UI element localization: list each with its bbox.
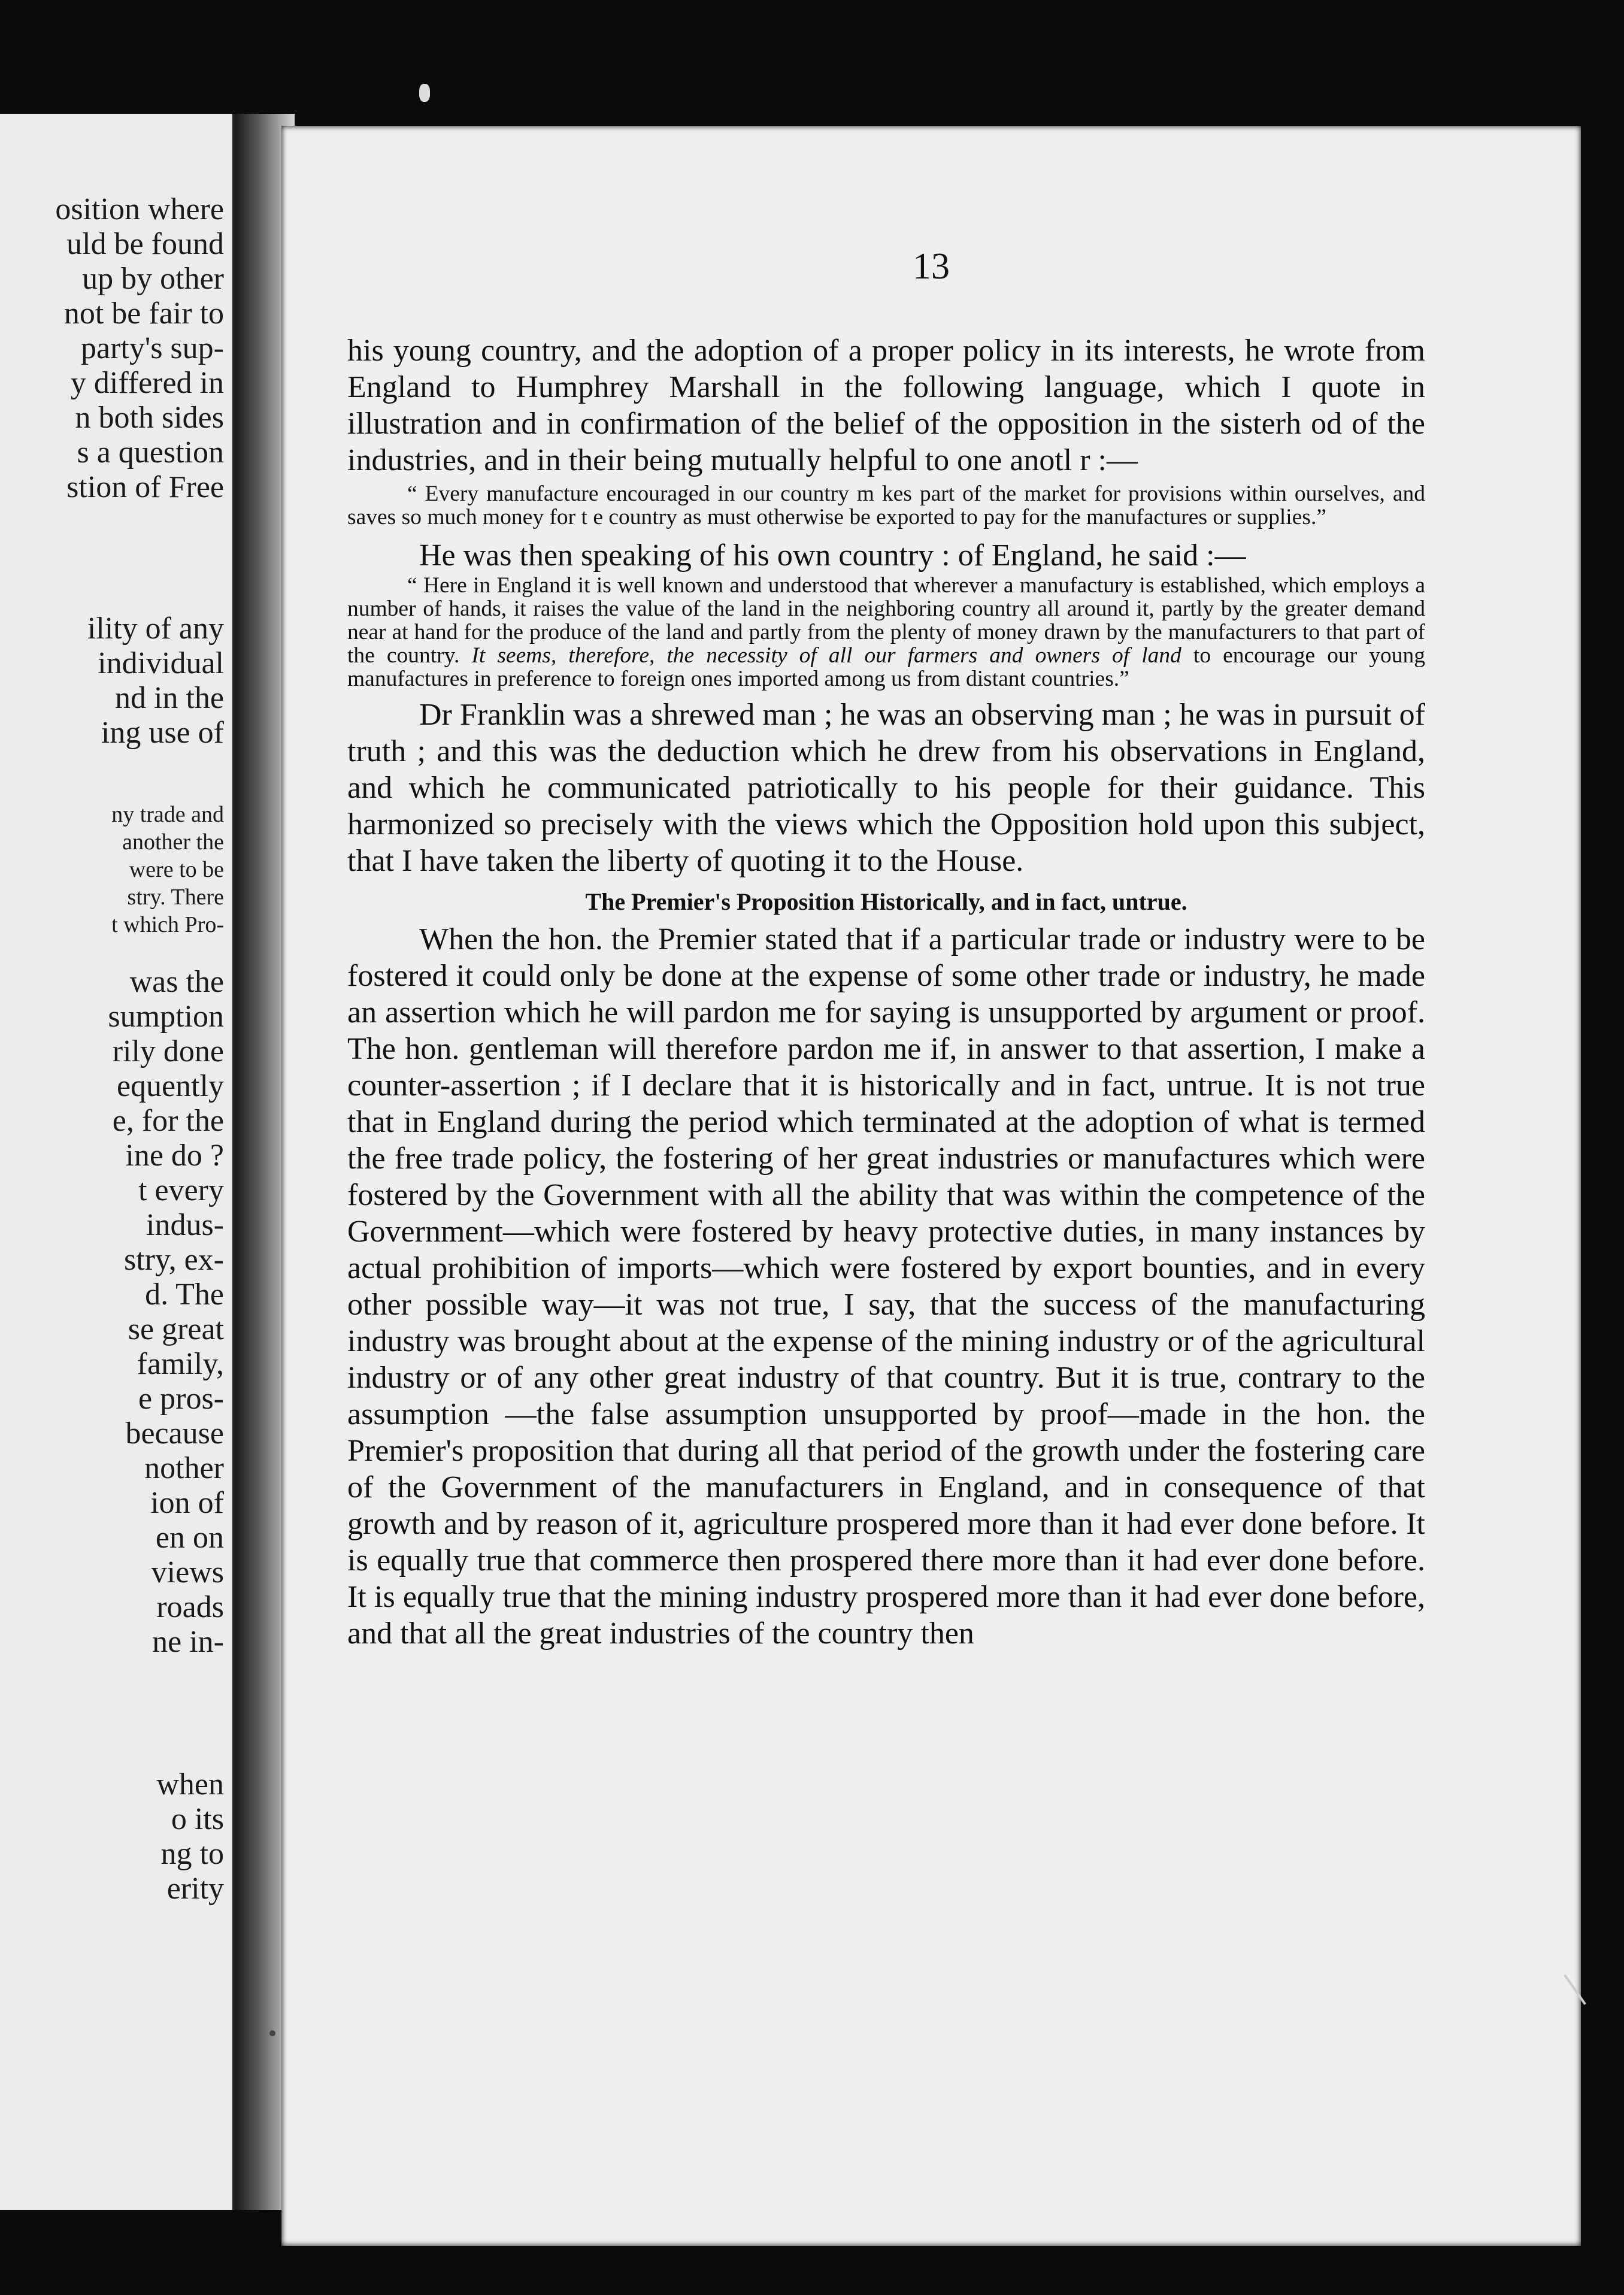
left-page-line: uld be found	[66, 227, 224, 261]
left-page-line: erity	[166, 1872, 224, 1906]
left-page-line: another the	[122, 829, 224, 855]
left-page-line: o its	[171, 1802, 224, 1836]
left-page-line: nd in the	[115, 681, 224, 715]
left-page-line: t which Pro-	[111, 912, 224, 937]
page-number: 13	[913, 246, 950, 287]
left-page-line: individual	[98, 646, 224, 680]
left-page-line: ng to	[160, 1837, 224, 1871]
left-page-line: not be fair to	[63, 296, 224, 331]
left-page-fragment	[0, 114, 235, 2210]
left-page-line: s a question	[77, 435, 224, 470]
left-page-line: ine do ?	[125, 1139, 224, 1173]
left-page-line: y differed in	[70, 366, 224, 400]
left-page-line: equently	[116, 1069, 224, 1103]
left-page-line: stry, ex-	[123, 1243, 224, 1277]
section-heading: The Premier's Proposition Historically, and in fact, untrue.	[585, 888, 1187, 915]
left-page-line: because	[125, 1416, 224, 1451]
page-body	[347, 332, 1425, 1652]
left-page-line: t every	[138, 1173, 224, 1207]
ink-dot	[269, 2030, 275, 2036]
left-page-line: d. The	[145, 1277, 224, 1312]
left-page-line: se great	[128, 1312, 224, 1346]
paragraph-1: his young country, and the adoption of a proper policy in its interests, he wrote from England to Humphrey Marshall in the following language, which I quote in illustration and in confirmation of the belief of the opposition in the sisterh od of the industries, and in their being mutually helpful to one anotl r :—	[347, 334, 1425, 477]
left-page-line: roads	[156, 1590, 224, 1624]
quotation-1: “ Every manufacture encouraged in our country m kes part of the market for provisions within ourselves, and saves so much money for t e country as must otherwise be exported to pay for the manufactures or supplies.”	[347, 482, 1425, 529]
left-page-line: party's sup-	[80, 331, 224, 365]
left-page-line: were to be	[129, 857, 224, 882]
right-page	[281, 126, 1581, 2246]
left-page-line: family,	[137, 1347, 224, 1381]
left-page-line: e, for the	[112, 1104, 224, 1138]
left-page-line: ne in-	[152, 1625, 224, 1659]
left-page-line: ility of any	[87, 611, 224, 646]
left-page-line: ing use of	[101, 716, 224, 750]
dust-mark	[419, 84, 430, 102]
left-page-line: stion of Free	[66, 470, 224, 504]
left-page-line: when	[156, 1767, 224, 1802]
quotation-2-part-a: “ Here in England it is well known and understood that wherever a manufactury is established, which employs a number of hands, it raises the value of the land in the neighboring country all around it, partly by the greater demand near at hand for the produce of the land and partly from the plenty of money drawn by the manufacturers to that part of the country.	[347, 573, 1425, 668]
left-page-line: n both sides	[75, 401, 224, 435]
left-page-line: rily done	[112, 1034, 224, 1068]
left-page-line: osition where	[55, 192, 224, 226]
quotation-2-italic: It seems, therefore, the necessity of all our farmers and owners of land	[471, 643, 1181, 668]
left-page-line: ny trade and	[111, 802, 224, 827]
left-page-line: up by other	[82, 262, 224, 296]
quotation-2-part-c: to encourage our young manufactures in preference to foreign ones imported among us from distant countries.”	[347, 643, 1425, 691]
left-page-line: ion of	[150, 1486, 224, 1520]
left-page-line: nother	[144, 1451, 224, 1485]
left-page-line: views	[151, 1555, 224, 1589]
left-page-line: e pros-	[138, 1382, 224, 1416]
left-page-line: sumption	[108, 1000, 224, 1034]
paragraph-2: He was then speaking of his own country : of England, he said :—	[419, 538, 1246, 573]
paragraph-4: When the hon. the Premier stated that if a particular trade or industry were to be fostered it could only be done at the expense of some other trade or industry, he made an assertion which he will pardon me for saying is unsupported by argument or proof. The hon. gentleman will therefore pardon me if, in answer to that assertion, I make a counter-assertion ; if I declare that it is historically and in fact, untrue. It is not true that in England during the period which terminated at the adoption of what is termed the free trade policy, the fostering of her great industries or manufactures which were fostered by the Government with all the ability that was within the competence of the Government—which were fostered by heavy protective duties, in many instances by actual prohibition of imports—which were fostered by export bounties, and in every other possible way—it was not true, I say, that the success of the manufacturing industry was brought about at the expense of the mining industry or of the agricultural industry or of any other great industry of that country. But it is true, contrary to the assumption —the false assumption unsupported by proof—made in the hon. the Premier's proposition that during all that period of the growth under the fostering care of the Government of the manufacturers in England, and in consequence of that growth and by reason of it, agriculture prospered more than it had ever done before. It is equally true that commerce then prospered there more than it had ever done before. It is equally true that the mining industry prospered more than it had ever done before, and that all the great industries of the country then	[347, 922, 1425, 1651]
left-page-line: en on	[155, 1521, 224, 1555]
left-page-line: indus-	[146, 1208, 224, 1242]
paragraph-3: Dr Franklin was a shrewed man ; he was an observing man ; he was in pursuit of truth ; and this was the deduction which he drew from his observations in England, and which he communicated patriotically to his people for their guidance. This harmonized so precisely with the views which the Opposition hold upon this subject, that I have taken the liberty of quoting it to the House.	[347, 698, 1425, 878]
left-page-line: was the	[129, 965, 224, 999]
quotation-2	[347, 574, 1425, 691]
left-page-line: stry. There	[127, 885, 224, 910]
